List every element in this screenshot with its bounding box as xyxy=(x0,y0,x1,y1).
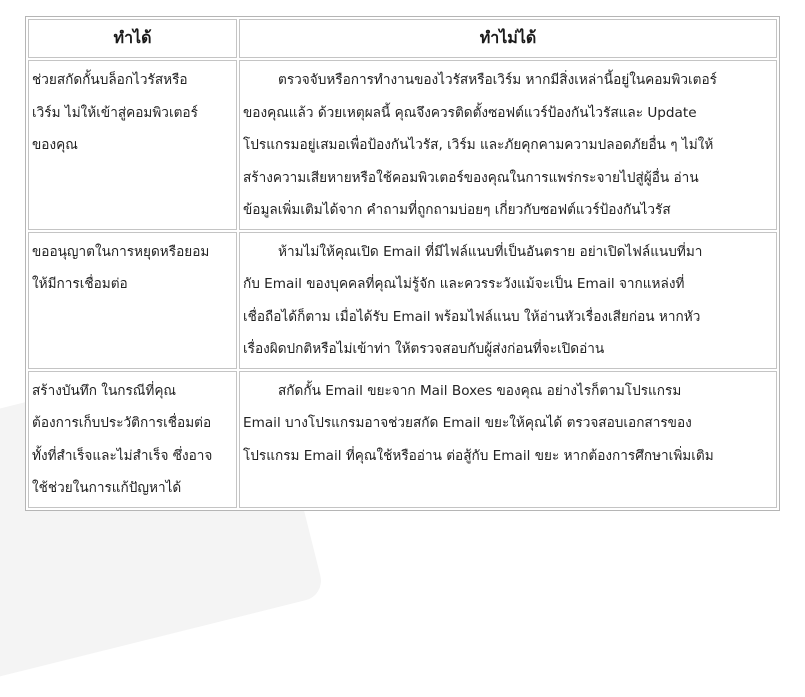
cannot-text-line: โปรแกรม Email ที่คุณใช้หรืออ่าน ต่อสู้กับ Email ขยะ หากต้องการศึกษาเพิ่มเติม xyxy=(243,447,714,464)
can-cell xyxy=(28,60,237,230)
table-row xyxy=(28,371,777,508)
can-text-line: ใช้ช่วยในการแก้ปัญหาได้ xyxy=(32,480,182,496)
can-text-line: ขออนุญาตในการหยุดหรือยอม xyxy=(32,243,210,260)
cannot-cell xyxy=(239,60,777,230)
can-text-line: เวิร์ม ไม่ให้เข้าสู่คอมพิวเตอร์ xyxy=(32,104,198,121)
cannot-cell xyxy=(239,371,777,508)
cannot-text-line: Email บางโปรแกรมอาจช่วยสกัด Email ขยะให้คุณได้ ตรวจสอบเอกสารของ xyxy=(243,415,692,431)
can-cell xyxy=(28,371,237,508)
can-text-line: สร้างบันทึก ในกรณีที่คุณ xyxy=(32,382,177,399)
can-text-line: ของคุณ xyxy=(32,137,78,153)
cannot-text-line: ข้อมูลเพิ่มเติมได้จาก คำถามที่ถูกถามบ่อยๆ เกี่ยวกับซอฟต์แวร์ป้องกันไวรัส xyxy=(243,202,671,218)
can-text-line: ต้องการเก็บประวัติการเชื่อมต่อ xyxy=(32,415,212,431)
cannot-text-line: ตรวจจับหรือการทำงานของไวรัสหรือเวิร์ม หากมีสิ่งเหล่านี้อยู่ในคอมพิวเตอร์ xyxy=(278,72,717,88)
cannot-text-line: กับ Email ของบุคคลที่คุณไม่รู้จัก และควรระวังแม้จะเป็น Email จากแหล่งที่ xyxy=(243,276,685,292)
cannot-text-line: เชื่อถือได้ก็ตาม เมื่อได้รับ Email พร้อมไฟล์แนบ ให้อ่านหัวเรื่องเสียก่อน หากหัว xyxy=(243,308,701,325)
can-text-line: ให้มีการเชื่อมต่อ xyxy=(32,276,128,292)
can-cell xyxy=(28,232,237,369)
header-cannot: ทำไม่ได้ xyxy=(239,19,777,58)
can-text-line: ช่วยสกัดกั้นบล็อกไวรัสหรือ xyxy=(32,72,188,88)
table-row xyxy=(28,232,777,369)
cannot-text-line: ของคุณแล้ว ด้วยเหตุผลนี้ คุณจึงควรติดตั้งซอฟต์แวร์ป้องกันไวรัสและ Update xyxy=(243,104,697,121)
cannot-text-line: สร้างความเสียหายหรือใช้คอมพิวเตอร์ของคุณในการแพร่กระจายไปสู่ผู้อื่น อ่าน xyxy=(243,169,699,186)
cannot-cell xyxy=(239,232,777,369)
can-cannot-table xyxy=(25,16,780,511)
cannot-text-line: สกัดกั้น Email ขยะจาก Mail Boxes ของคุณ อย่างไรก็ตามโปรแกรม xyxy=(278,382,682,399)
header-row xyxy=(28,19,777,58)
header-can: ทำได้ xyxy=(28,19,237,58)
can-text-line: ทั้งที่สำเร็จและไม่สำเร็จ ซึ่งอาจ xyxy=(32,447,213,464)
cannot-text-line: เรื่องผิดปกติหรือไม่เข้าท่า ให้ตรวจสอบกับผู้ส่งก่อนที่จะเปิดอ่าน xyxy=(243,341,605,357)
cannot-text-line: โปรแกรมอยู่เสมอเพื่อป้องกันไวรัส, เวิร์ม และภัยคุกคามความปลอดภัยอื่น ๆ ไม่ให้ xyxy=(243,137,714,153)
table-row xyxy=(28,60,777,230)
cannot-text-line: ห้ามไม่ให้คุณเปิด Email ที่มีไฟล์แนบที่เป็นอันตราย อย่าเปิดไฟล์แนบที่มา xyxy=(278,243,703,260)
